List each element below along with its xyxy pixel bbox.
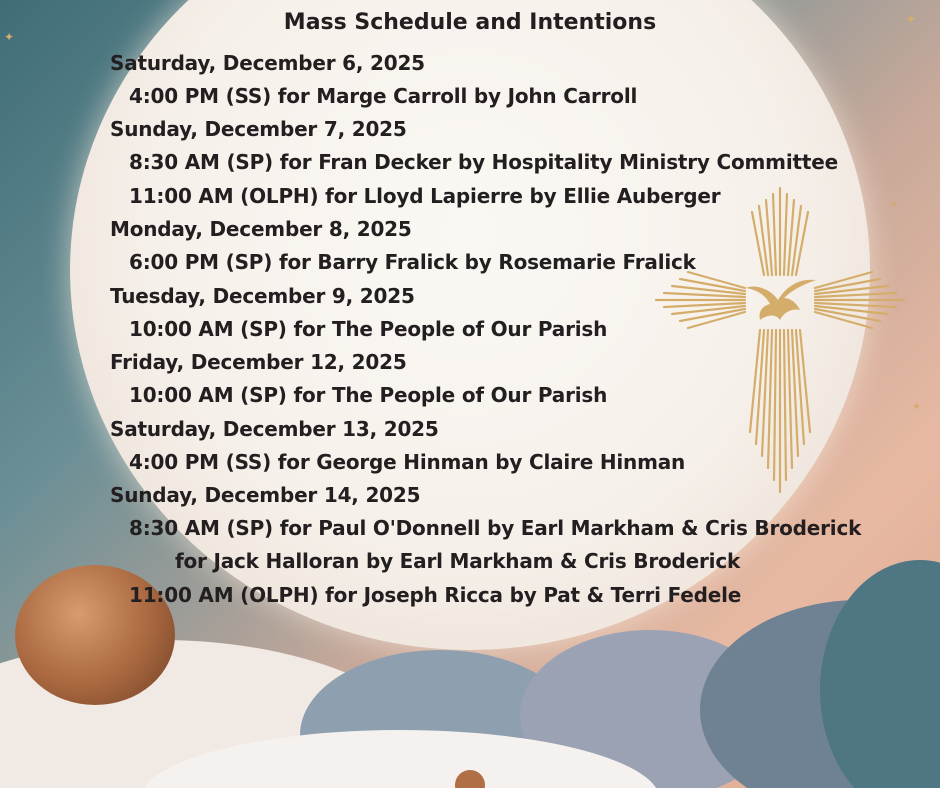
cross-ray (774, 330, 776, 480)
star-icon: ✦ (4, 30, 15, 44)
cross-ray (796, 212, 808, 275)
dove-icon (746, 280, 816, 320)
mass-intention: 8:30 AM (SP) for Paul O'Donnell by Earl Markham & Cris Broderick (129, 516, 862, 540)
cross-ray (773, 194, 776, 275)
star-icon: ✦ (905, 12, 917, 28)
mass-intention: 11:00 AM (OLPH) for Joseph Ricca by Pat & Terri Fedele (129, 583, 742, 607)
mass-intention: 8:30 AM (SP) for Fran Decker by Hospitality Ministry Committee (129, 150, 838, 174)
mass-intention: 10:00 AM (SP) for The People of Our Parish (129, 383, 608, 407)
mass-intention: 11:00 AM (OLPH) for Lloyd Lapierre by Ellie Auberger (129, 184, 721, 208)
mass-intention: 4:00 PM (SS) for George Hinman by Claire Hinman (129, 450, 686, 474)
schedule-date: Tuesday, December 9, 2025 (110, 284, 415, 308)
schedule-date: Saturday, December 13, 2025 (110, 417, 439, 441)
schedule-date: Monday, December 8, 2025 (110, 217, 412, 241)
cross-ray (784, 194, 787, 275)
star-icon: ✦ (912, 400, 922, 413)
schedule-date: Friday, December 12, 2025 (110, 350, 407, 374)
star-icon: ✦ (890, 200, 899, 211)
schedule-date: Saturday, December 6, 2025 (110, 51, 425, 75)
cross-ray (752, 212, 764, 275)
mass-intention: for Jack Halloran by Earl Markham & Cris Broderick (175, 549, 741, 573)
radiant-cross-with-dove-icon (650, 180, 910, 500)
cross-ray (784, 330, 786, 480)
hill-teal-right (820, 560, 940, 788)
mass-intention: 10:00 AM (SP) for The People of Our Parish (129, 317, 608, 341)
cross-ray (788, 330, 792, 468)
mass-intention: 6:00 PM (SP) for Barry Fralick by Rosemarie Fralick (129, 250, 696, 274)
schedule-date: Sunday, December 14, 2025 (110, 483, 421, 507)
page-title: Mass Schedule and Intentions (283, 10, 657, 35)
cross-ray (768, 330, 772, 468)
mass-intention: 4:00 PM (SS) for Marge Carroll by John Carroll (129, 84, 638, 108)
schedule-date: Sunday, December 7, 2025 (110, 117, 407, 141)
